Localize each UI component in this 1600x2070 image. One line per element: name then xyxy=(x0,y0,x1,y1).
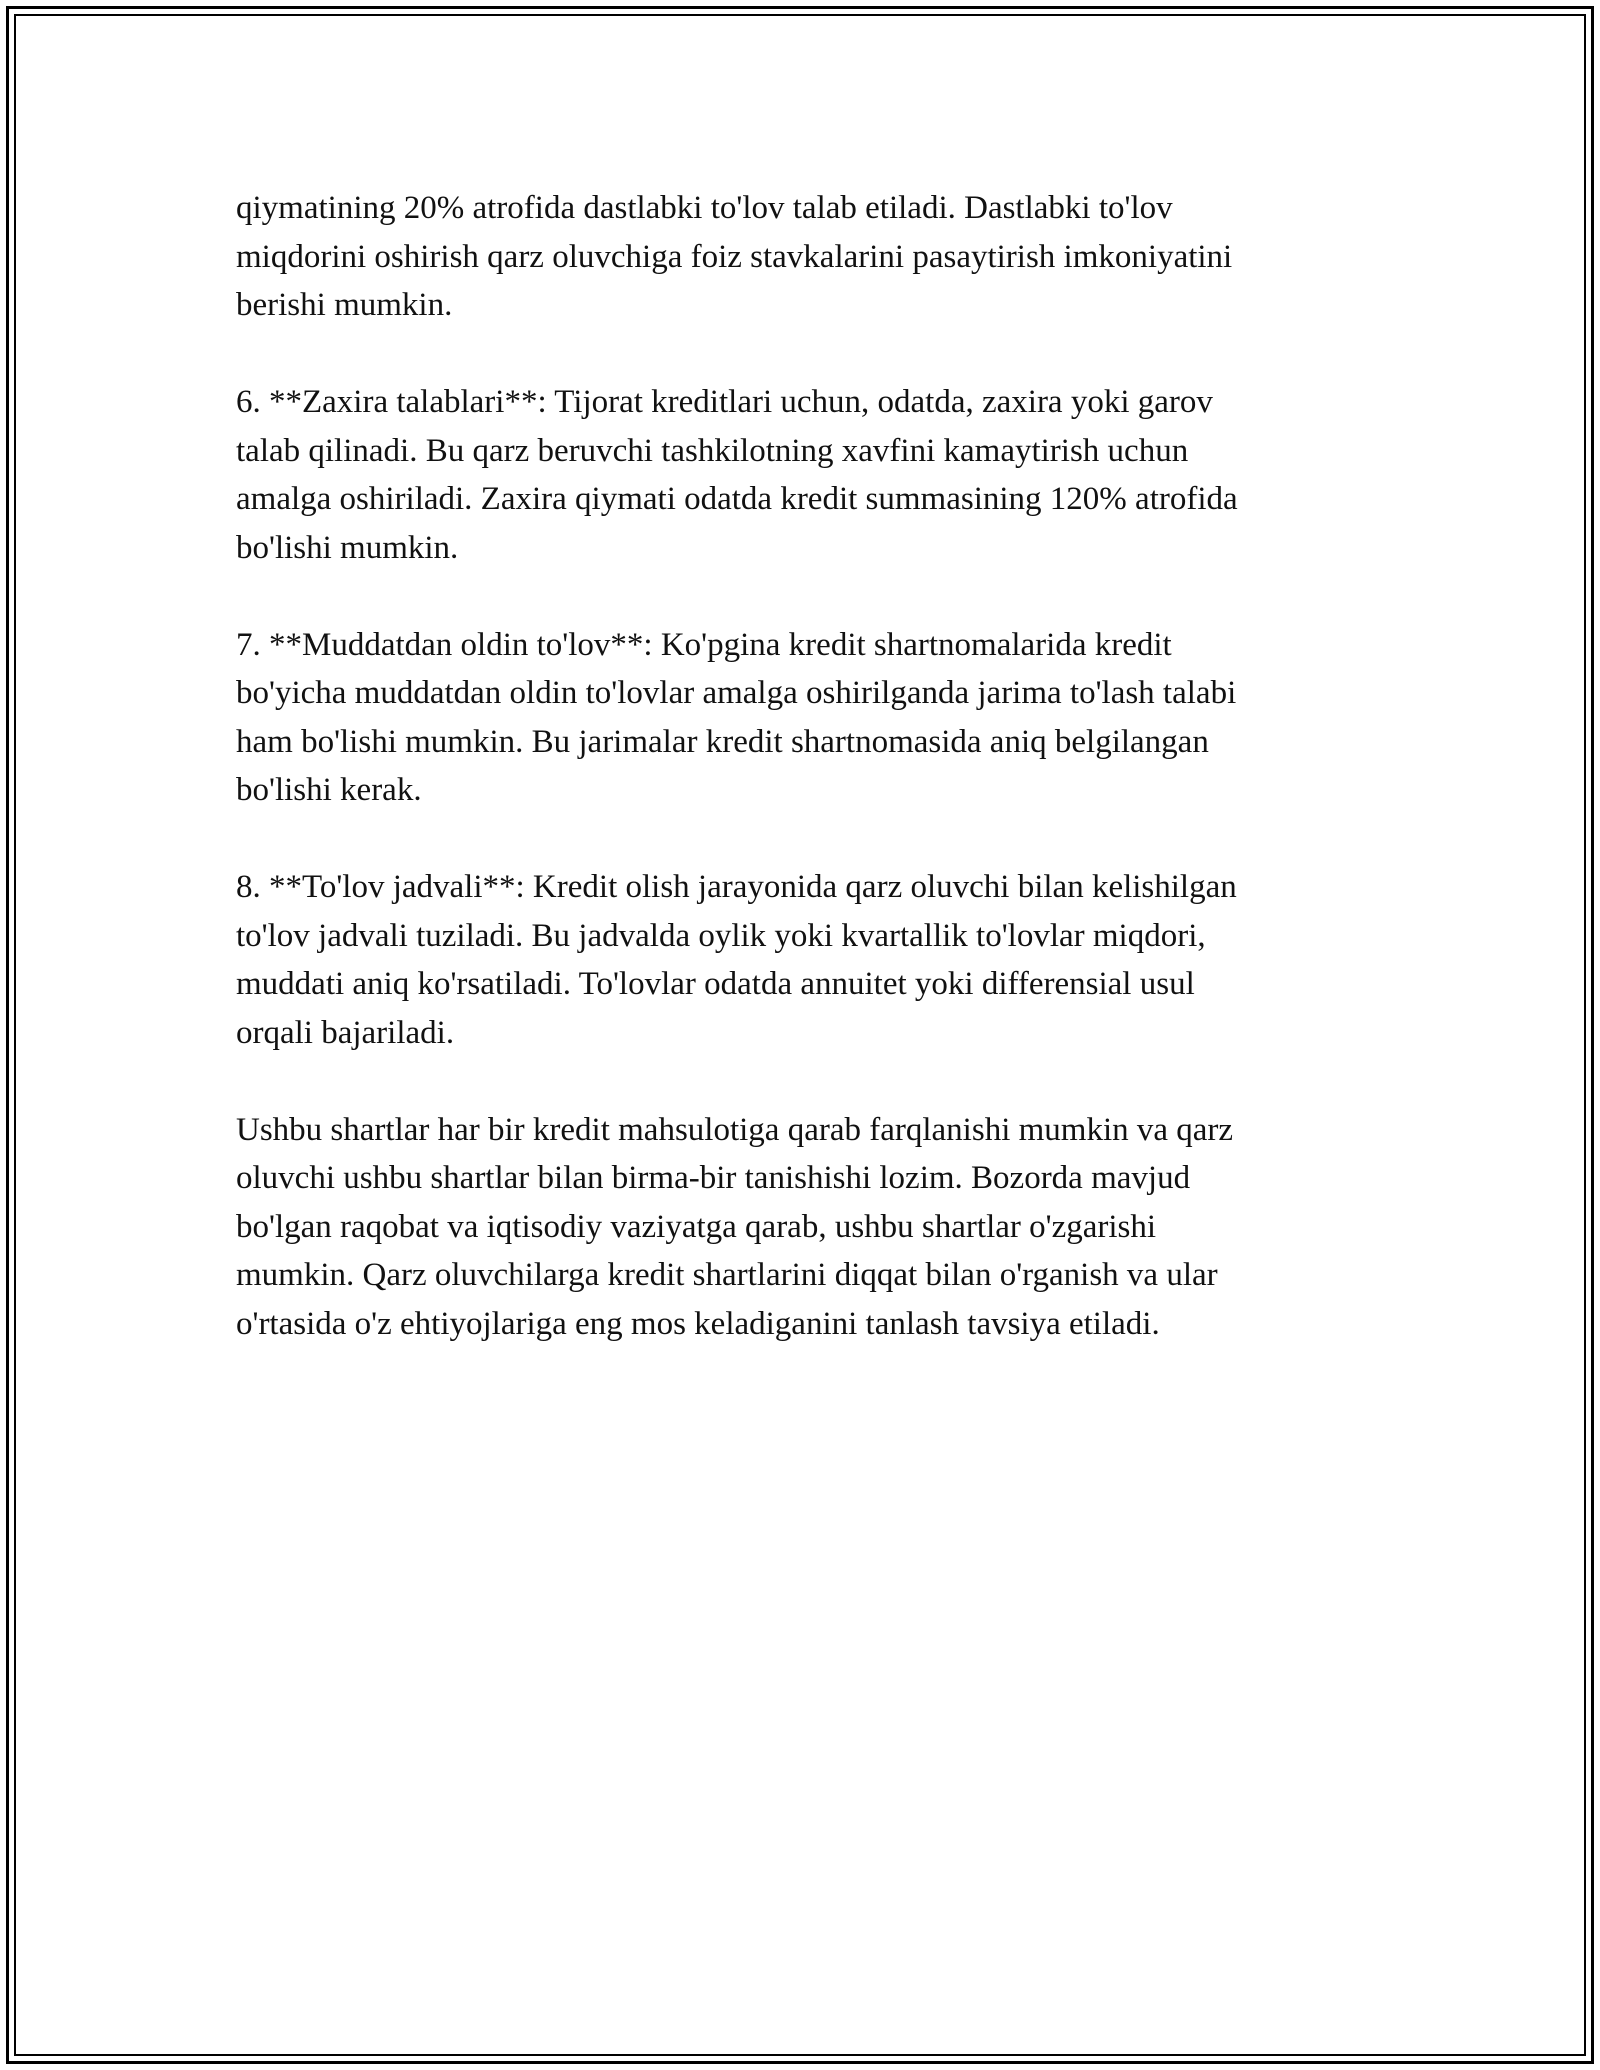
paragraph-conclusion xyxy=(236,1106,1366,1349)
text-line: 8. **To'lov jadvali**: Kredit olish jarayonida qarz oluvchi bilan kelishilgan xyxy=(236,869,1237,905)
text-line: ham bo'lishi mumkin. Bu jarimalar kredit shartnomasida aniq belgilangan xyxy=(236,723,1209,760)
text-line: bo'yicha muddatdan oldin to'lovlar amalga oshirilganda jarima to'lash talabi xyxy=(236,675,1237,711)
paragraph-down-payment-continued xyxy=(236,184,1366,330)
text-line: Ushbu shartlar har bir kredit mahsulotiga qarab farqlanishi mumkin va qarz xyxy=(236,1111,1234,1148)
text-line: oluvchi ushbu shartlar bilan birma-bir tanishishi lozim. Bozorda mavjud xyxy=(236,1160,1191,1196)
text-line: bo'lgan raqobat va iqtisodiy vaziyatga qarab, ushbu shartlar o'zgarishi xyxy=(236,1208,1157,1245)
paragraph-collateral-requirements xyxy=(236,378,1366,572)
text-line: berishi mumkin. xyxy=(236,287,453,323)
text-line: 7. **Muddatdan oldin to'lov**: Ko'pgina kredit shartnomalarida kredit xyxy=(236,626,1172,663)
text-line: amalga oshiriladi. Zaxira qiymati odatda kredit summasining 120% atrofida xyxy=(236,481,1238,517)
document-body xyxy=(236,184,1366,1397)
text-line: orqali bajariladi. xyxy=(236,1014,455,1051)
paragraph-early-repayment xyxy=(236,621,1366,815)
text-line: miqdorini oshirish qarz oluvchiga foiz stavkalarini pasaytirish imkoniyatini xyxy=(236,238,1233,275)
text-line: 6. **Zaxira talablari**: Tijorat kreditlari uchun, odatda, zaxira yoki garov xyxy=(236,384,1213,420)
text-line: muddati aniq ko'rsatiladi. To'lovlar odatda annuitet yoki differensial usul xyxy=(236,966,1195,1002)
paragraph-payment-schedule xyxy=(236,863,1366,1057)
text-line: talab qilinadi. Bu qarz beruvchi tashkilotning xavfini kamaytirish uchun xyxy=(236,432,1189,469)
text-line: qiymatining 20% atrofida dastlabki to'lov talab etiladi. Dastlabki to'lov xyxy=(236,190,1173,226)
text-line: bo'lishi mumkin. xyxy=(236,529,459,566)
text-line: mumkin. Qarz oluvchilarga kredit shartlarini diqqat bilan o'rganish va ular xyxy=(236,1257,1218,1293)
text-line: o'rtasida o'z ehtiyojlariga eng mos keladiganini tanlash tavsiya etiladi. xyxy=(236,1305,1160,1342)
text-line: bo'lishi kerak. xyxy=(236,772,422,808)
text-line: to'lov jadvali tuziladi. Bu jadvalda oylik yoki kvartallik to'lovlar miqdori, xyxy=(236,917,1206,954)
